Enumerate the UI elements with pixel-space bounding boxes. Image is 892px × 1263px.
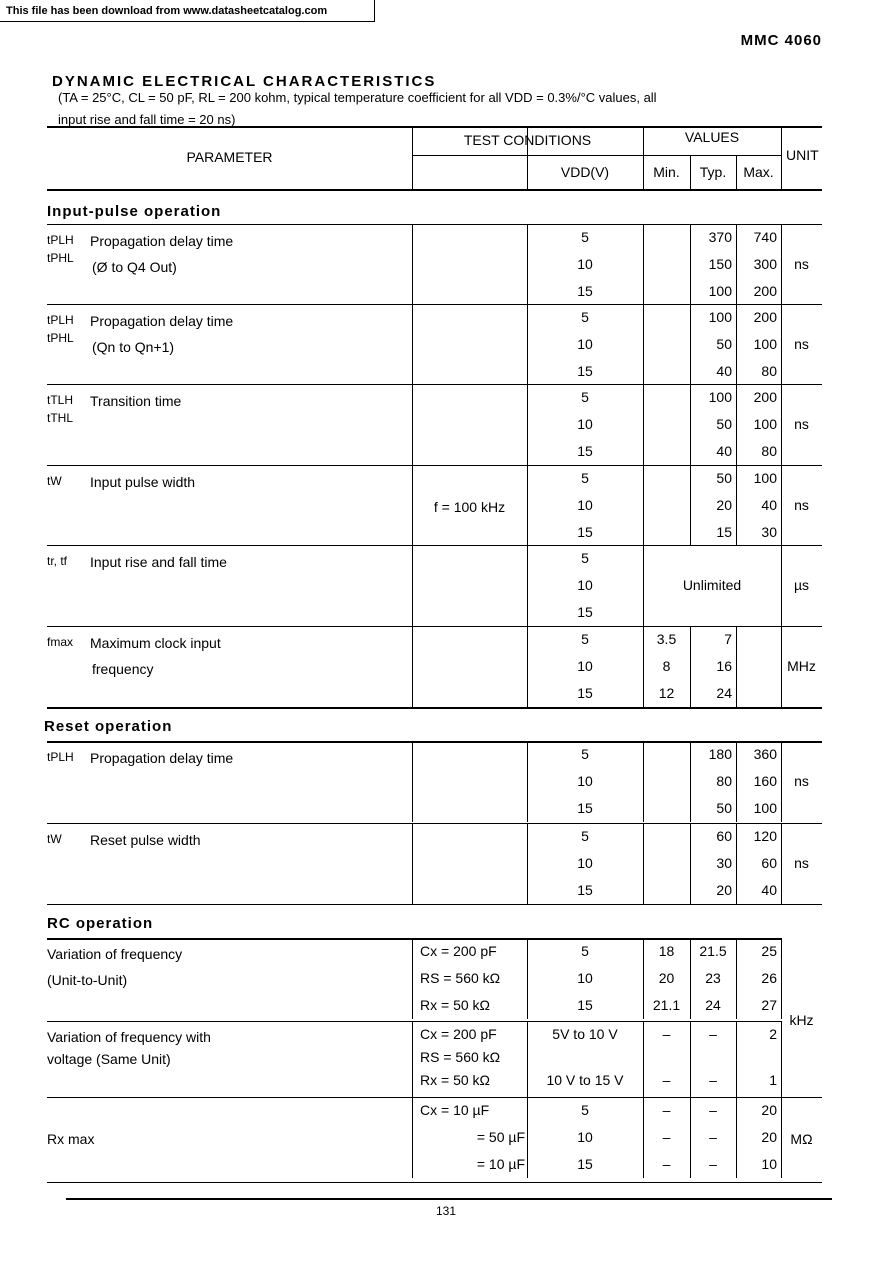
max-value: 80	[761, 363, 777, 379]
section-heading: Reset operation	[44, 718, 173, 735]
parameter-name: Propagation delay time	[90, 750, 234, 766]
max-value: 27	[761, 997, 777, 1013]
test-condition: Cx = 200 pF	[420, 943, 497, 959]
parameter-detail: frequency	[92, 661, 154, 677]
max-value: 25	[761, 943, 777, 959]
vdd-value: 5	[581, 1102, 589, 1118]
row-rule	[47, 741, 822, 743]
header-top-rule	[47, 126, 822, 128]
row-rule	[47, 1021, 781, 1022]
max-value: 30	[761, 524, 777, 540]
vdd-value: 10	[577, 658, 593, 674]
typ-value: 150	[708, 256, 732, 272]
parameter-name: Propagation delay time	[90, 233, 234, 249]
section-end-rule	[47, 707, 822, 709]
parameter-name: Variation of frequency	[47, 946, 183, 962]
symbol: tTHL	[47, 411, 74, 425]
max-value: 10	[761, 1156, 777, 1172]
symbol: tPLH	[47, 313, 74, 327]
vdd-value: 10	[577, 970, 593, 986]
min-value: 18	[658, 943, 675, 959]
vdd-value: 5	[581, 746, 589, 762]
symbol: tPHL	[47, 251, 74, 265]
parameter-detail: (Unit-to-Unit)	[47, 972, 128, 988]
vdd-value: 5	[581, 631, 589, 647]
max-value: 20	[761, 1129, 777, 1145]
vdd-value: 15	[577, 800, 593, 816]
typ-value: 50	[716, 416, 732, 432]
header-unit: UNIT	[786, 147, 819, 163]
typ-value: 20	[716, 497, 732, 513]
part-number: MMC 4060	[740, 32, 822, 49]
vdd-value: 10	[577, 773, 593, 789]
parameter-name: Variation of frequency with	[47, 1029, 211, 1045]
col-rule	[412, 1021, 413, 1097]
max-value: 300	[753, 256, 777, 272]
header-col-rule	[781, 126, 782, 189]
header-vdd: VDD(V)	[560, 164, 610, 180]
test-condition: Cx = 10 µF	[420, 1102, 490, 1118]
typ-value: 16	[716, 658, 732, 674]
min-value: 21.1	[652, 997, 681, 1013]
typ-value: 40	[716, 363, 732, 379]
max-value: 26	[761, 970, 777, 986]
col-rule	[412, 304, 413, 385]
row-rule	[47, 626, 822, 627]
typ-value: 24	[705, 997, 721, 1013]
row-rule	[47, 545, 822, 546]
parameter-detail: (Qn to Qn+1)	[92, 339, 175, 355]
col-rule	[643, 741, 644, 822]
col-rule	[643, 384, 644, 465]
col-rule	[643, 224, 644, 305]
page-number: 131	[435, 1204, 457, 1218]
col-rule	[412, 741, 413, 822]
max-value: 40	[761, 882, 777, 898]
vdd-value: 15	[577, 443, 593, 459]
vdd-value: 5V to 10 V	[552, 1026, 618, 1042]
typ-value: 370	[708, 229, 732, 245]
typ-value: 20	[716, 882, 732, 898]
symbol: tPLH	[47, 750, 74, 764]
unit-value: MHz	[787, 658, 816, 674]
header-values: VALUES	[684, 129, 740, 145]
min-value: –	[662, 1072, 671, 1088]
col-rule	[412, 384, 413, 465]
header-test-conditions: TEST CONDITIONS	[463, 132, 592, 148]
typ-value: 50	[716, 800, 732, 816]
section-end-rule	[47, 904, 822, 905]
typ-value: 100	[708, 389, 732, 405]
typ-value: –	[709, 1026, 717, 1042]
download-banner: This file has been download from www.datasheetcatalog.com	[0, 0, 375, 22]
max-value: 120	[753, 828, 777, 844]
typ-value: 15	[716, 524, 732, 540]
min-value: –	[662, 1129, 671, 1145]
symbol: tW	[47, 474, 62, 488]
unit-value: ns	[794, 497, 809, 513]
header-mid-rule	[412, 155, 781, 156]
vdd-value: 15	[577, 604, 593, 620]
typ-value: 23	[705, 970, 721, 986]
symbol: tTLH	[47, 393, 74, 407]
vdd-value: 10	[577, 577, 593, 593]
row-rule	[47, 224, 822, 225]
section-heading: Input-pulse operation	[47, 203, 222, 220]
test-condition: = 10 µF	[476, 1156, 525, 1172]
table-bottom-rule	[47, 1182, 822, 1183]
symbol: tW	[47, 832, 62, 846]
typ-value: 60	[716, 828, 732, 844]
vdd-value: 5	[581, 550, 589, 566]
test-condition: Rx = 50 kΩ	[420, 1072, 490, 1088]
min-value: –	[662, 1102, 671, 1118]
typ-value: 40	[716, 443, 732, 459]
typ-value: 50	[716, 470, 732, 486]
vdd-value: 5	[581, 470, 589, 486]
header-min: Min.	[653, 164, 680, 180]
col-rule	[412, 224, 413, 305]
max-value: 100	[753, 800, 777, 816]
min-value: 8	[662, 658, 671, 674]
parameter-detail: (Ø to Q4 Out)	[92, 259, 177, 275]
parameter-name: Reset pulse width	[90, 832, 201, 848]
unit-value: ns	[794, 336, 809, 352]
typ-value: 180	[708, 746, 732, 762]
symbol: tr, tf	[47, 554, 68, 568]
unit-value: ns	[794, 416, 809, 432]
unit-value: ns	[794, 773, 809, 789]
parameter-name: Maximum clock input	[90, 635, 221, 651]
max-value: 80	[761, 443, 777, 459]
vdd-value: 5	[581, 943, 589, 959]
vdd-value: 15	[577, 363, 593, 379]
parameter-name: Propagation delay time	[90, 313, 234, 329]
max-value: 100	[753, 336, 777, 352]
max-value: 20	[761, 1102, 777, 1118]
vdd-value: 10 V to 15 V	[546, 1072, 624, 1088]
symbol: tPHL	[47, 331, 74, 345]
col-rule	[643, 304, 644, 385]
col-rule	[781, 938, 782, 1019]
conditions-line-1: (TA = 25°C, CL = 50 pF, RL = 200 kohm, typical temperature coefficient for all VDD = 0.3%/°C values, all	[58, 90, 657, 105]
parameter-name: Rx max	[47, 1131, 95, 1147]
max-value: 1	[769, 1072, 777, 1088]
col-rule	[412, 545, 413, 626]
vdd-value: 15	[577, 997, 593, 1013]
unit-value: MΩ	[790, 1131, 813, 1147]
row-rule	[47, 465, 822, 466]
unit-value: µs	[793, 577, 810, 593]
parameter-name: Input pulse width	[90, 474, 196, 490]
header-parameter: PARAMETER	[186, 149, 273, 165]
col-rule	[736, 626, 737, 707]
max-value: 60	[761, 855, 777, 871]
vdd-value: 10	[577, 1129, 593, 1145]
typ-value: 100	[708, 309, 732, 325]
col-rule	[643, 823, 644, 904]
col-rule	[412, 1097, 413, 1178]
vdd-value: 15	[577, 524, 593, 540]
max-value: 2	[769, 1026, 777, 1042]
max-value: 100	[753, 470, 777, 486]
section-heading: RC operation	[47, 915, 154, 932]
footer-rule	[66, 1198, 832, 1200]
row-rule	[47, 304, 822, 305]
col-rule	[412, 626, 413, 707]
typ-value: 50	[716, 336, 732, 352]
typ-value: 24	[716, 685, 732, 701]
min-value: 20	[658, 970, 675, 986]
vdd-value: 10	[577, 336, 593, 352]
typ-value: 80	[716, 773, 732, 789]
row-rule	[781, 1097, 822, 1098]
unit-value: kHz	[789, 1012, 814, 1028]
max-value: 200	[753, 389, 777, 405]
test-condition: f = 100 kHz	[433, 499, 506, 515]
max-value: 360	[753, 746, 777, 762]
header-max: Max.	[743, 164, 774, 180]
min-value: –	[662, 1156, 671, 1172]
typ-value: 100	[708, 283, 732, 299]
col-rule	[643, 465, 644, 546]
vdd-value: 10	[577, 416, 593, 432]
test-condition: = 50 µF	[476, 1129, 525, 1145]
max-value: 200	[753, 309, 777, 325]
typ-value: –	[709, 1072, 717, 1088]
typ-value: –	[709, 1102, 717, 1118]
max-value: 100	[753, 416, 777, 432]
max-value: 740	[753, 229, 777, 245]
vdd-value: 10	[577, 497, 593, 513]
typ-value: –	[709, 1156, 717, 1172]
vdd-value: 15	[577, 882, 593, 898]
row-rule	[47, 384, 822, 385]
typ-value: 21.5	[699, 943, 727, 959]
header-bottom-rule	[47, 189, 822, 191]
row-rule	[47, 1097, 781, 1098]
col-rule	[412, 823, 413, 904]
vdd-value: 10	[577, 855, 593, 871]
vdd-value: 5	[581, 229, 589, 245]
symbol: fmax	[47, 635, 74, 649]
test-condition: Rx = 50 kΩ	[420, 997, 490, 1013]
vdd-value: 5	[581, 309, 589, 325]
test-condition: RS = 560 kΩ	[420, 1049, 501, 1065]
vdd-value: 15	[577, 283, 593, 299]
max-value: 200	[753, 283, 777, 299]
vdd-value: 15	[577, 685, 593, 701]
parameter-name: Transition time	[90, 393, 182, 409]
min-value: 3.5	[656, 631, 677, 647]
unit-value: ns	[794, 256, 809, 272]
max-value: 160	[753, 773, 777, 789]
test-condition: RS = 560 kΩ	[420, 970, 501, 986]
parameter-detail: voltage (Same Unit)	[47, 1051, 171, 1067]
max-value: 40	[761, 497, 777, 513]
vdd-value: 15	[577, 1156, 593, 1172]
min-value: 12	[658, 685, 675, 701]
test-condition: Cx = 200 pF	[420, 1026, 497, 1042]
typ-value: 7	[724, 631, 732, 647]
col-rule	[412, 938, 413, 1019]
conditions-line-2: input rise and fall time = 20 ns)	[58, 112, 236, 127]
row-rule	[47, 823, 822, 824]
col-rule	[781, 1021, 782, 1097]
vdd-value: 5	[581, 389, 589, 405]
typ-value: 30	[716, 855, 732, 871]
vdd-value: 5	[581, 828, 589, 844]
typ-value: –	[709, 1129, 717, 1145]
symbol: tPLH	[47, 233, 74, 247]
unit-value: ns	[794, 855, 809, 871]
row-rule	[47, 938, 781, 940]
parameter-name: Input rise and fall time	[90, 554, 227, 570]
header-typ: Typ.	[699, 164, 727, 180]
min-value: –	[662, 1026, 671, 1042]
merged-value: Unlimited	[682, 577, 742, 593]
vdd-value: 10	[577, 256, 593, 272]
section-title: DYNAMIC ELECTRICAL CHARACTERISTICS	[52, 73, 437, 90]
